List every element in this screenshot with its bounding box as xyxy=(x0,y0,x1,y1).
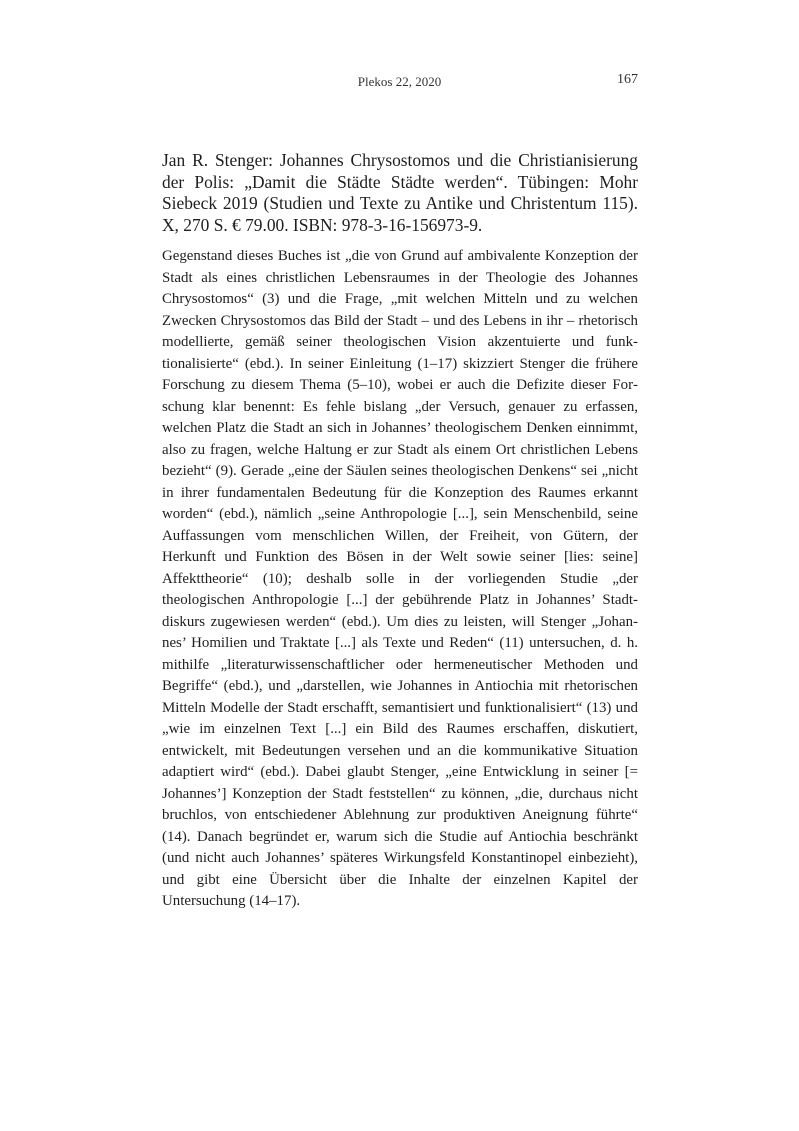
page-number: 167 xyxy=(617,72,638,87)
book-citation: Jan R. Stenger: Johannes Chrysostomos und die Christianisierung der Polis: „Damit die Städte Städte werden“. Tübingen: Mohr Siebeck 2019 (Studien und Texte zu Antike und Christentum 115). X, 270 S. € 79.00. ISBN: 978-3-16-156973-9. xyxy=(162,150,638,235)
running-header-journal: Plekos 22, 2020 xyxy=(357,74,442,89)
body-paragraph: Gegenstand dieses Buches ist „die von Grund auf ambivalente Konzeption der Stadt als eines christlichen Lebensraumes in der Theologie des Johannes Chrysostomos“ (3) und die Frage, „mit welchen Mitteln und zu welchen Zwecken Chrysostomos das Bild der Stadt – und des Lebens in ihr – rhetorisch modellierte, gemäß seiner theologischen Vision akzentuierte und funktionalisierte“ (ebd.). In seiner Einleitung (1–17) skizziert Stenger die frühere Forschung zu diesem Thema (5–10), wobei er auch die Defizite dieser Forschung klar benennt: Es fehle bislang „der Versuch, genauer zu erfassen, welchen Platz die Stadt an sich in Johannes’ theologischem Denken einnimmt, also zu fragen, welche Haltung er zur Stadt als einem Ort christlichen Lebens bezieht“ (9). Gerade „eine der Säulen seines theologischen Denkens“ sei „nicht in ihrer fundamentalen Bedeutung für die Konzeption des Raumes erkannt worden“ (ebd.), nämlich „seine Anthropologie [...], sein Menschenbild, seine Auffassungen vom menschlichen Willen, der Freiheit, von Gütern, der Herkunft und Funktion des Bösen in der Welt sowie seiner [lies: seine] Affekttheorie“ (10); deshalb solle in der vorliegenden Studie „der theologischen Anthropologie [...] der gebührende Platz in Johannes’ Stadtdiskurs zugewiesen werden“ (ebd.). Um dies zu leisten, will Stenger „Johannes’ Homilien und Traktate [...] als Texte und Reden“ (11) untersuchen, d. h. mithilfe „literaturwissenschaftlicher oder hermeneutischer Methoden und Begriffe“ (ebd.), und „darstellen, wie Johannes in Antiochia mit rhetorischen Mitteln Modelle der Stadt erschafft, semantisiert und funktionalisiert“ (13) und „wie im einzelnen Text [...] ein Bild des Raumes erschaffen, diskutiert, entwickelt, mit Bedeutungen versehen und an die kommunikative Situation adaptiert wird“ (ebd.). Dabei glaubt Stenger, „eine Entwicklung in seiner [= Johannes’] Konzeption der Stadt feststellen“ zu können, „die, durchaus nicht bruchlos, von entschiedener Ablehnung zur produktiven Aneignung führte“ (14). Danach begründet er, warum sich die Studie auf Antiochia beschränkt (und nicht auch Johannes’ späteres Wirkungsfeld Konstantinopel einbezieht), und gibt eine Übersicht über die Inhalte der einzelnen Kapitel der Untersuchung (14–17). xyxy=(162,248,638,909)
review-body xyxy=(162,246,638,913)
